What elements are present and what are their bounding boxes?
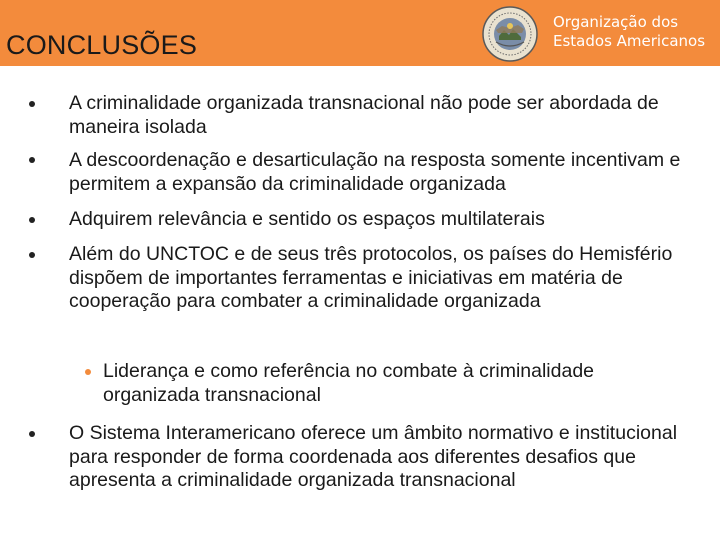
bullet-text: Além do UNCTOC e de seus três protocolos, os países do Hemisfério dispõem de importantes ferramentas e iniciativas em matéria de cooperação para combater a criminalidade organizada: [69, 243, 673, 312]
bullet-item: [69, 243, 709, 314]
bullet-icon: [29, 217, 35, 223]
bullet-item: [69, 92, 709, 139]
bullet-item: [69, 149, 709, 196]
bullet-text: O Sistema Interamericano oferece um âmbito normativo e institucional para responder de forma coordenada aos diferentes desafios que apresenta a criminalidade organizada transnacional: [69, 422, 678, 491]
bullet-text: Adquirem relevância e sentido os espaços multilaterais: [69, 208, 545, 230]
bullet-item: [69, 422, 689, 493]
bullet-text: A criminalidade organizada transnacional não pode ser abordada de maneira isolada: [69, 92, 659, 138]
organization-name-line1: Organização dos: [553, 13, 679, 31]
sub-bullet-text: Liderança e como referência no combate à criminalidade organizada transnacional: [103, 360, 595, 406]
organization-name: [553, 13, 705, 51]
bullet-icon: [29, 252, 35, 258]
organization-name-line2: Estados Americanos: [553, 32, 706, 50]
bullet-text: A descoordenação e desarticulação na resposta somente incentivam e permitem a expansão da criminalidade organizada: [69, 149, 681, 195]
bullet-icon: [29, 431, 35, 437]
sub-bullet-item: [103, 360, 663, 407]
bullet-icon: [29, 157, 35, 163]
bullet-icon: [29, 101, 35, 107]
bullet-item: [69, 208, 709, 232]
oas-seal-icon: [482, 6, 538, 62]
sub-bullet-icon: [85, 369, 91, 375]
page-title: CONCLUSÕES: [6, 30, 198, 60]
